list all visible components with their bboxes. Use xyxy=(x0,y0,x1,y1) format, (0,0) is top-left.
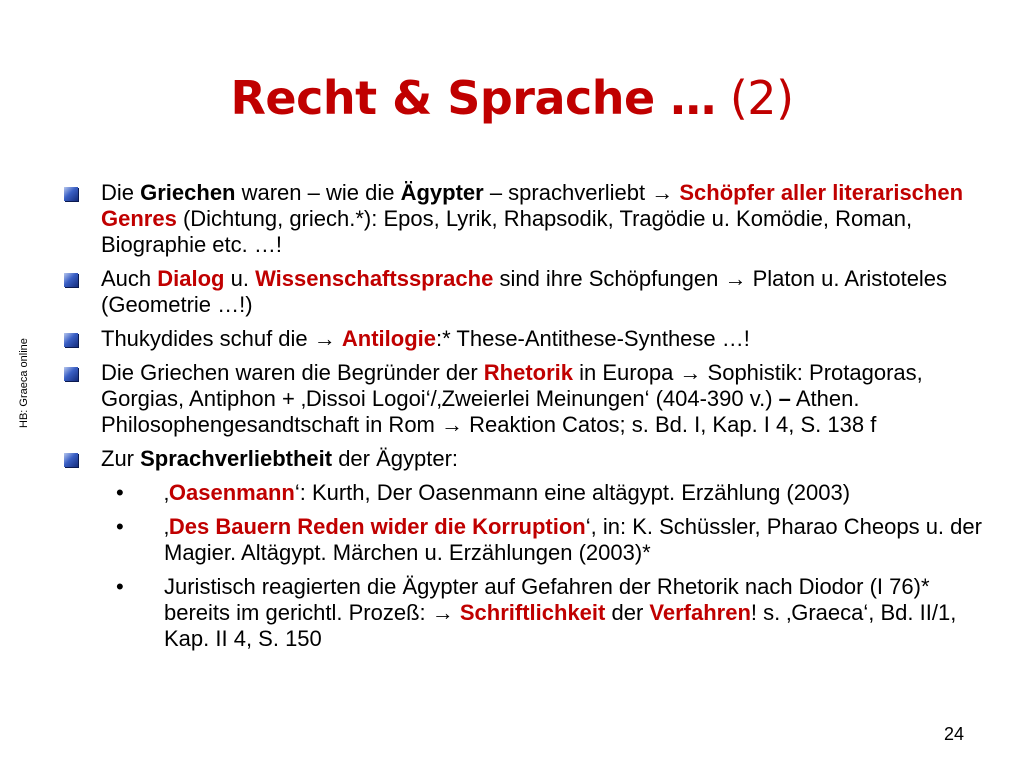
bullet-text: ‘, in: K. Schüssler, Pharao Cheops u. der Magier. Altägypt. Märchen u. Erzählungen (2003)* xyxy=(164,514,982,565)
bullet-item xyxy=(64,360,984,438)
bullet-text: in Europa → Sophistik: Protagoras, Gorgias, Antiphon + ‚Dissoi Logoi‘/‚Zweierlei Meinungen‘ (404-390 v.) xyxy=(101,360,923,411)
bullet-item xyxy=(64,180,984,258)
bullet-text: ‚ xyxy=(164,514,169,539)
bullet-text: ‘: Kurth, Der Oasenmann eine altägypt. Erzählung (2003) xyxy=(294,480,851,505)
bullet-text: u. xyxy=(224,266,256,291)
bold-term: Griechen xyxy=(140,180,236,205)
bullet-text: (Dichtung, griech.*): Epos, Lyrik, Rhapsodik, Tragödie u. Komödie, Roman, Biographie etc. …! xyxy=(101,206,913,257)
bold-dash: – xyxy=(778,386,791,411)
bullet-text: ! s. ‚Graeca‘, Bd. II/1, Kap. II 4, S. 150 xyxy=(164,600,957,651)
bullet-text: Athen. Philosophengesandtschaft in Rom → Reaktion Catos; s. Bd. I, Kap. I 4, S. 138 f xyxy=(101,386,877,437)
square-bullet-icon xyxy=(64,367,78,381)
square-bullet-icon xyxy=(64,453,78,467)
slide-title-main: Recht & Sprache … xyxy=(230,71,716,125)
square-bullet-icon xyxy=(64,187,78,201)
bullet-item xyxy=(64,266,984,318)
slide-title xyxy=(0,68,1024,128)
bullet-text: Auch xyxy=(101,266,158,291)
bold-term: Sprachverliebtheit xyxy=(140,446,333,471)
highlight-term: Des Bauern Reden wider die Korruption xyxy=(168,514,586,539)
highlight-term: Verfahren xyxy=(649,600,751,625)
highlight-term: Schöpfer aller literarischen Genres xyxy=(101,180,964,231)
square-bullet-icon xyxy=(64,333,78,347)
bullet-item xyxy=(64,326,984,352)
highlight-term: Oasenmann xyxy=(168,480,295,505)
bullet-list xyxy=(64,180,984,652)
bullet-text: der Ägypter: xyxy=(332,446,459,471)
square-bullet-icon xyxy=(64,273,78,287)
sub-bullet-item xyxy=(64,480,984,506)
slide-title-number: (2) xyxy=(729,71,794,125)
highlight-term: Rhetorik xyxy=(483,360,574,385)
bullet-text: Die Griechen waren die Begründer der xyxy=(101,360,484,385)
bullet-text: Die xyxy=(101,180,141,205)
sub-bullet-item xyxy=(64,514,984,566)
bullet-text: der xyxy=(605,600,650,625)
dot-bullet-icon: • xyxy=(116,480,124,505)
highlight-term: Wissenschaftssprache xyxy=(255,266,494,291)
dot-bullet-icon: • xyxy=(116,514,124,539)
bullet-text: sind ihre Schöpfungen → Platon u. Aristoteles (Geometrie …!) xyxy=(101,266,948,317)
highlight-term: Schriftlichkeit xyxy=(459,600,606,625)
page-number: 24 xyxy=(943,724,964,744)
highlight-term: Dialog xyxy=(157,266,225,291)
dot-bullet-icon: • xyxy=(116,574,124,599)
bullet-text: waren – wie die xyxy=(235,180,401,205)
highlight-term: Antilogie xyxy=(341,326,437,351)
side-label: HB: Graeca online xyxy=(18,338,30,428)
bullet-text: ‚ xyxy=(164,480,169,505)
bullet-text: :* These-Antithese-Synthese …! xyxy=(436,326,750,351)
bullet-text: Juristisch reagierten die Ägypter auf Gefahren der Rhetorik nach Diodor (I 76)* bereits im gerichtl. Prozeß: → xyxy=(164,574,930,625)
bullet-text: – sprachverliebt → xyxy=(483,180,680,205)
sub-bullet-item xyxy=(64,574,984,652)
bullet-text: Thukydides schuf die → xyxy=(101,326,342,351)
bullet-text: Zur xyxy=(101,446,141,471)
bold-term: Ägypter xyxy=(400,180,484,205)
bullet-item xyxy=(64,446,984,472)
